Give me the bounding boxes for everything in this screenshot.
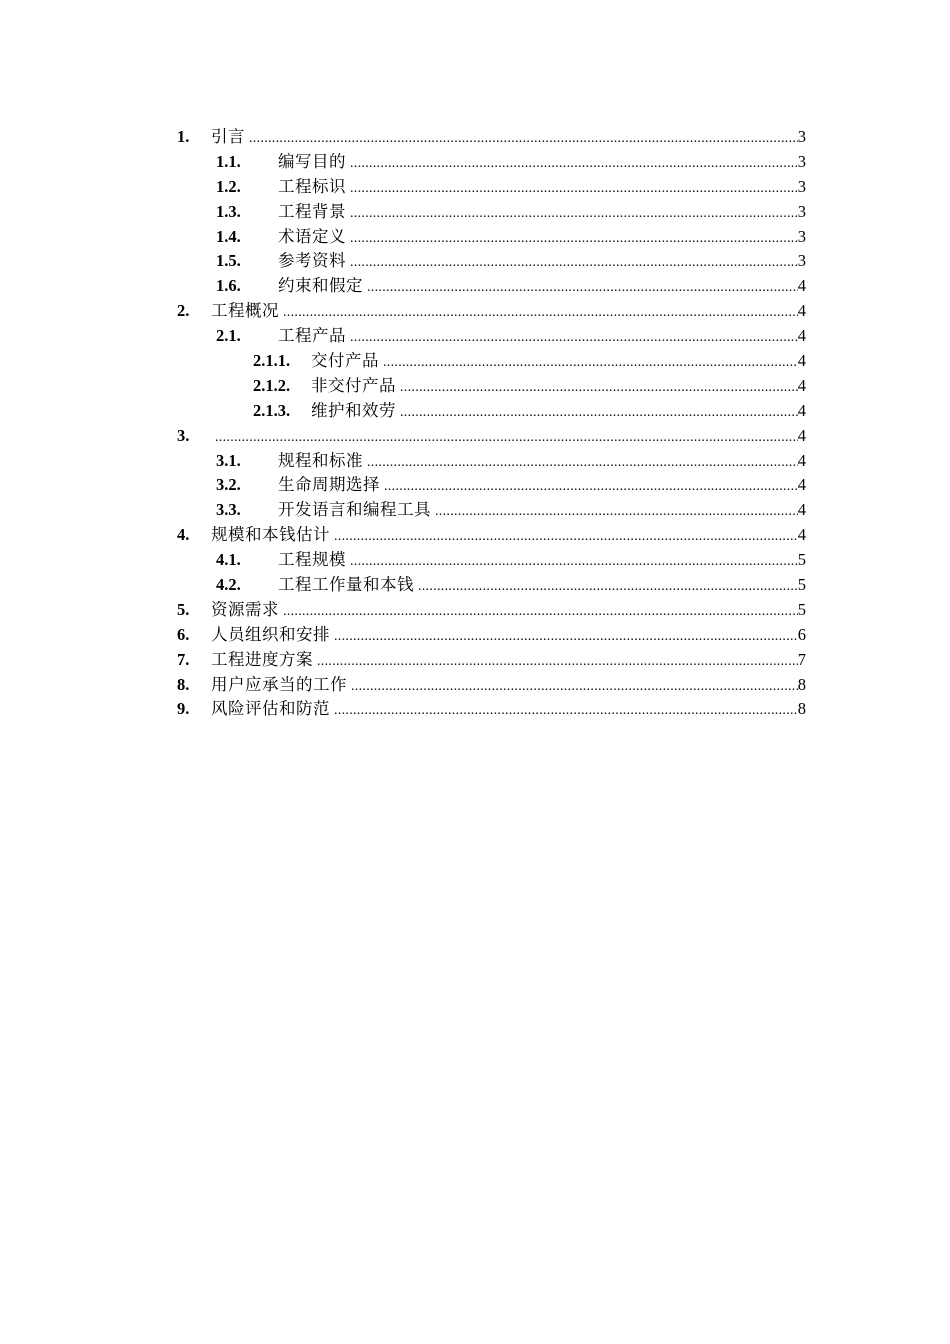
toc-entry-title: 交付产品 [311, 351, 379, 371]
toc-entry-link[interactable] [278, 249, 806, 276]
toc-entry-number: 3.1. [216, 450, 241, 470]
toc-entry-number: 1.3. [216, 201, 241, 221]
dot-leader [317, 650, 798, 675]
dot-leader [249, 127, 798, 152]
toc-entry-number: 5. [177, 599, 190, 619]
toc-entry-page-number: 7 [797, 649, 806, 669]
toc-entry-title: 生命周期选择 [278, 475, 380, 495]
toc-entry-link[interactable] [211, 697, 806, 724]
toc-entry-number: 2.1.3. [253, 400, 291, 420]
toc-entry[interactable] [0, 324, 950, 349]
toc-entry-page-number: 4 [797, 375, 806, 395]
toc-entry-link[interactable] [278, 449, 806, 476]
toc-entry-number: 7. [177, 649, 190, 669]
toc-entry-page-number: 8 [797, 674, 806, 694]
toc-entry-link[interactable] [311, 374, 806, 401]
toc-entry-page-number: 5 [797, 550, 806, 570]
toc-entry-title: 工程概况 [211, 301, 279, 321]
toc-entry-page-number: 3 [797, 251, 806, 271]
toc-entry-number: 1. [177, 127, 190, 146]
toc-entry-number: 4.1. [216, 550, 241, 570]
toc-entry[interactable] [0, 349, 950, 374]
dot-leader [350, 177, 798, 202]
toc-entry-number: 1.6. [216, 276, 241, 296]
toc-entry[interactable] [0, 473, 950, 498]
dot-leader [400, 376, 798, 401]
toc-entry-title: 规模和本钱估计 [211, 525, 330, 545]
dot-leader [334, 625, 798, 650]
dot-leader [215, 426, 798, 451]
dot-leader [334, 699, 798, 724]
dot-leader [384, 475, 798, 500]
toc-entry-link[interactable] [278, 175, 806, 202]
toc-entry-number: 3.3. [216, 500, 241, 520]
toc-entry-number: 9. [177, 699, 190, 719]
toc-entry-title: 术语定义 [278, 226, 346, 246]
dot-leader [351, 675, 798, 700]
toc-entry-link[interactable] [211, 424, 806, 451]
toc-entry-title: 参考资料 [278, 251, 346, 271]
dot-leader [435, 500, 798, 525]
toc-entry-page-number: 3 [797, 201, 806, 221]
dot-leader [418, 575, 798, 600]
toc-entry[interactable] [0, 449, 950, 474]
toc-entry-page-number: 4 [797, 326, 806, 346]
toc-entry-number: 2. [177, 301, 190, 321]
toc-entry-link[interactable] [211, 623, 806, 650]
toc-entry-title: 资源需求 [211, 599, 279, 619]
toc-entry[interactable] [0, 673, 950, 698]
dot-leader [350, 326, 798, 351]
dot-leader [350, 550, 798, 575]
toc-entry[interactable] [0, 125, 950, 150]
toc-entry-number: 1.2. [216, 176, 241, 196]
toc-entry-title: 开发语言和编程工具 [278, 500, 431, 520]
toc-entry-title: 引言 [211, 127, 245, 146]
toc-entry-number: 2.1.1. [253, 351, 291, 371]
toc-entry[interactable] [0, 249, 950, 274]
toc-entry-link[interactable] [211, 648, 806, 675]
toc-entry-link[interactable] [211, 523, 806, 550]
toc-entry[interactable] [0, 200, 950, 225]
toc-entry[interactable] [0, 697, 950, 722]
toc-entry-page-number: 6 [797, 624, 806, 644]
toc-entry-title: 非交付产品 [311, 375, 396, 395]
dot-leader [383, 351, 798, 376]
dot-leader [283, 301, 798, 326]
toc-entry-link[interactable] [278, 200, 806, 227]
toc-entry[interactable] [0, 548, 950, 573]
toc-entry-page-number: 4 [797, 301, 806, 321]
toc-entry-title: 风险评估和防范 [211, 699, 330, 719]
dot-leader [367, 451, 798, 476]
toc-entry-link[interactable] [211, 125, 806, 152]
toc-entry[interactable] [0, 150, 950, 175]
dot-leader [367, 276, 798, 301]
table-of-contents [0, 125, 950, 722]
toc-entry-link[interactable] [278, 324, 806, 351]
toc-entry-page-number: 3 [797, 151, 806, 171]
toc-entry-title: 编写目的 [278, 151, 346, 171]
toc-entry-page-number: 4 [797, 525, 806, 545]
toc-entry-title: 工程规模 [278, 550, 346, 570]
toc-entry-page-number: 8 [797, 699, 806, 719]
toc-entry[interactable] [0, 523, 950, 548]
toc-entry-link[interactable] [278, 225, 806, 252]
toc-entry[interactable] [0, 299, 950, 324]
toc-entry-page-number: 5 [797, 599, 806, 619]
toc-entry-title: 工程产品 [278, 326, 346, 346]
toc-entry-number: 2.1. [216, 326, 241, 346]
toc-entry[interactable] [0, 374, 950, 399]
toc-entry-page-number: 4 [797, 276, 806, 296]
toc-entry-title: 工程标识 [278, 176, 346, 196]
toc-entry[interactable] [0, 175, 950, 200]
toc-entry-link[interactable] [278, 498, 806, 525]
toc-entry[interactable] [0, 648, 950, 673]
dot-leader [400, 401, 798, 426]
toc-entry-page-number: 5 [797, 575, 806, 595]
toc-entry-number: 3.2. [216, 475, 241, 495]
toc-entry-page-number: 4 [797, 425, 806, 445]
toc-entry-number: 4. [177, 525, 190, 545]
toc-entry-page-number: 3 [797, 127, 806, 146]
toc-entry-number: 1.1. [216, 151, 241, 171]
dot-leader [283, 600, 798, 625]
toc-entry-number: 1.4. [216, 226, 241, 246]
toc-entry-link[interactable] [278, 573, 806, 600]
toc-entry-page-number: 4 [797, 500, 806, 520]
toc-entry-title: 约束和假定 [278, 276, 363, 296]
toc-entry-title: 用户应承当的工作 [211, 674, 347, 694]
toc-entry-title: 人员组织和安排 [211, 624, 330, 644]
dot-leader [350, 202, 798, 227]
toc-entry[interactable] [0, 573, 950, 598]
toc-entry-number: 3. [177, 425, 190, 445]
toc-entry-link[interactable] [211, 673, 806, 700]
toc-entry[interactable] [0, 399, 950, 424]
toc-entry-number: 4.2. [216, 575, 241, 595]
toc-entry[interactable] [0, 424, 950, 449]
toc-entry[interactable] [0, 498, 950, 523]
toc-entry-number: 8. [177, 674, 190, 694]
toc-entry[interactable] [0, 623, 950, 648]
toc-entry-link[interactable] [211, 299, 806, 326]
toc-entry-title: 维护和效劳 [311, 400, 396, 420]
dot-leader [350, 152, 798, 177]
toc-entry[interactable] [0, 225, 950, 250]
toc-entry-title: 工程工作量和本钱 [278, 575, 414, 595]
dot-leader [334, 525, 798, 550]
toc-entry-link[interactable] [278, 473, 806, 500]
toc-entry-title: 工程背景 [278, 201, 346, 221]
toc-entry-page-number: 4 [797, 400, 806, 420]
toc-entry-page-number: 3 [797, 226, 806, 246]
toc-entry[interactable] [0, 274, 950, 299]
toc-entry-number: 6. [177, 624, 190, 644]
toc-entry-link[interactable] [311, 399, 806, 426]
toc-entry-title: 规程和标准 [278, 450, 363, 470]
toc-entry-link[interactable] [278, 150, 806, 177]
toc-entry-number: 2.1.2. [253, 375, 291, 395]
toc-entry-link[interactable] [311, 349, 806, 376]
toc-entry-page-number: 3 [797, 176, 806, 196]
toc-entry-link[interactable] [211, 598, 806, 625]
toc-entry-page-number: 4 [797, 475, 806, 495]
toc-entry-link[interactable] [278, 274, 806, 301]
dot-leader [350, 251, 798, 276]
toc-entry-page-number: 4 [797, 450, 806, 470]
toc-entry[interactable] [0, 598, 950, 623]
toc-entry-page-number: 4 [797, 351, 806, 371]
toc-entry-number: 1.5. [216, 251, 241, 271]
toc-entry-link[interactable] [278, 548, 806, 575]
toc-entry-title: 工程进度方案 [211, 649, 313, 669]
dot-leader [350, 227, 798, 252]
